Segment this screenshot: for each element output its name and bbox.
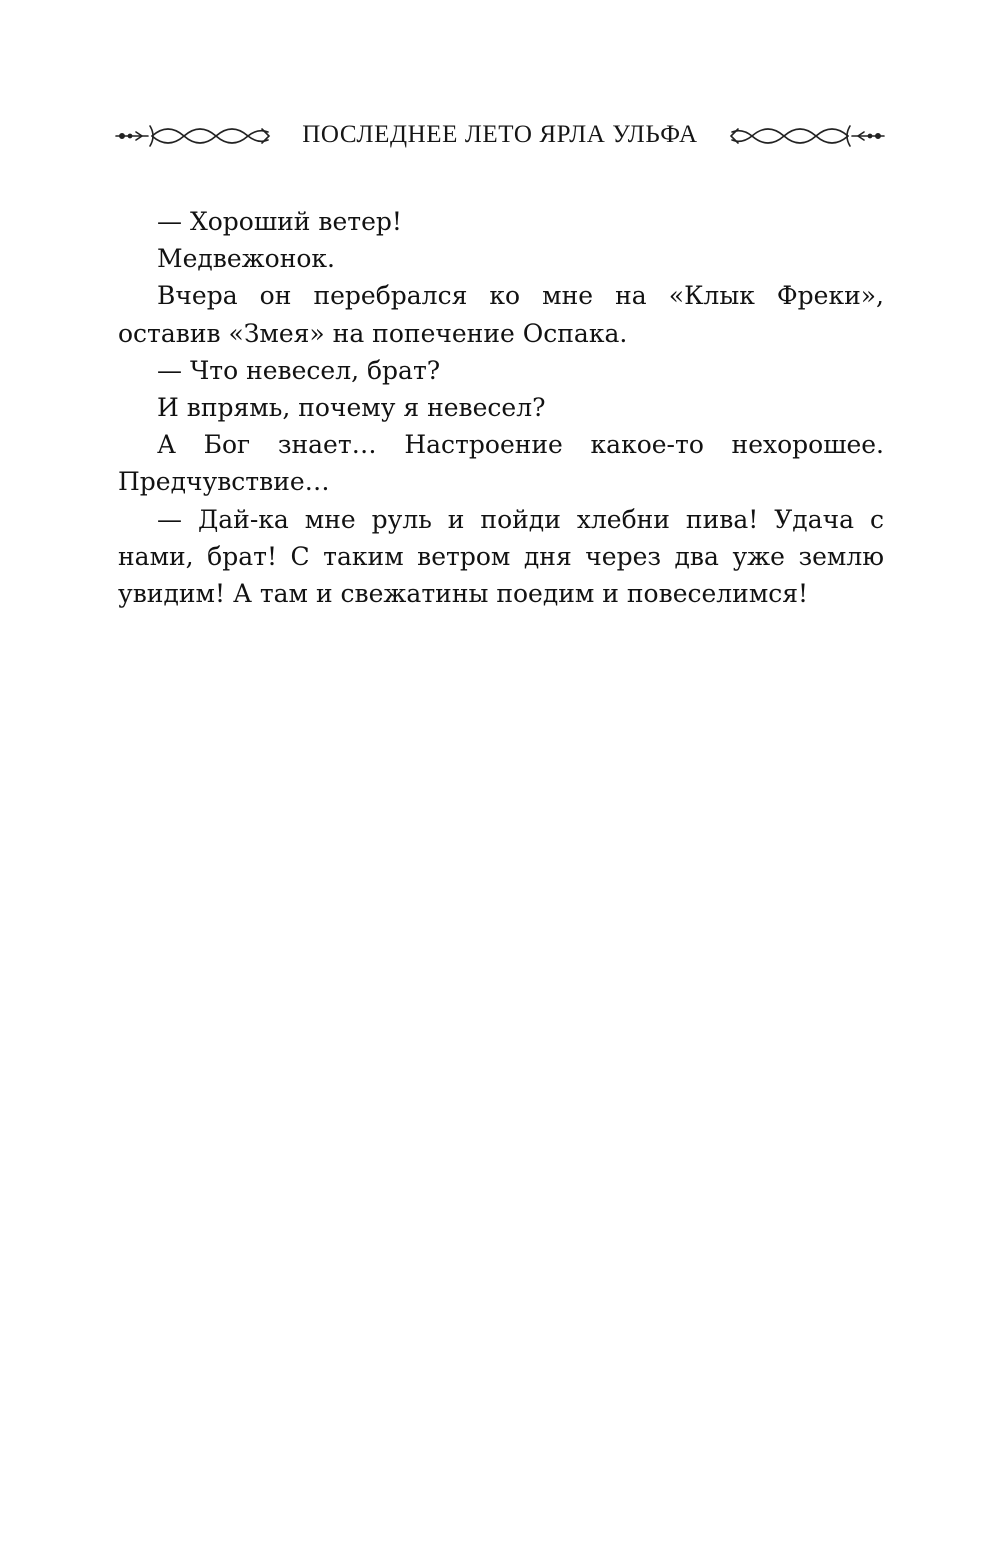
left-vine-ornament-icon <box>112 116 272 156</box>
paragraph-dialogue-give-rudder: — Дай-ка мне руль и пойди хлебни пива! Удача с нами, брат! С таким ветром дня через два уже землю увидим! А там и свежатины поедим и повеселимся! <box>118 504 884 609</box>
paragraph-why-sad-reflection: И впрямь, почему я невесел? <box>157 393 546 423</box>
paragraph-bear-cub: Медвежонок. <box>157 244 335 274</box>
paragraph-bad-feeling: А Бог знает… Настроение какое-то нехорошее. Предчувствие… <box>118 430 884 497</box>
running-header <box>112 112 888 158</box>
paragraph-dialogue-good-wind: — Хороший ветер! <box>157 207 402 236</box>
paragraph-moved-to-ship: Вчера он перебрался ко мне на «Клык Фреки», оставив «Змея» на попечение Оспака. <box>118 281 884 348</box>
paragraph-dialogue-why-sad: — Что невесел, брат? <box>157 355 441 385</box>
page-body-text <box>118 203 884 612</box>
running-title: ПОСЛЕДНЕЕ ЛЕТО ЯРЛА УЛЬФА <box>302 121 698 148</box>
right-vine-ornament-icon <box>728 116 888 156</box>
